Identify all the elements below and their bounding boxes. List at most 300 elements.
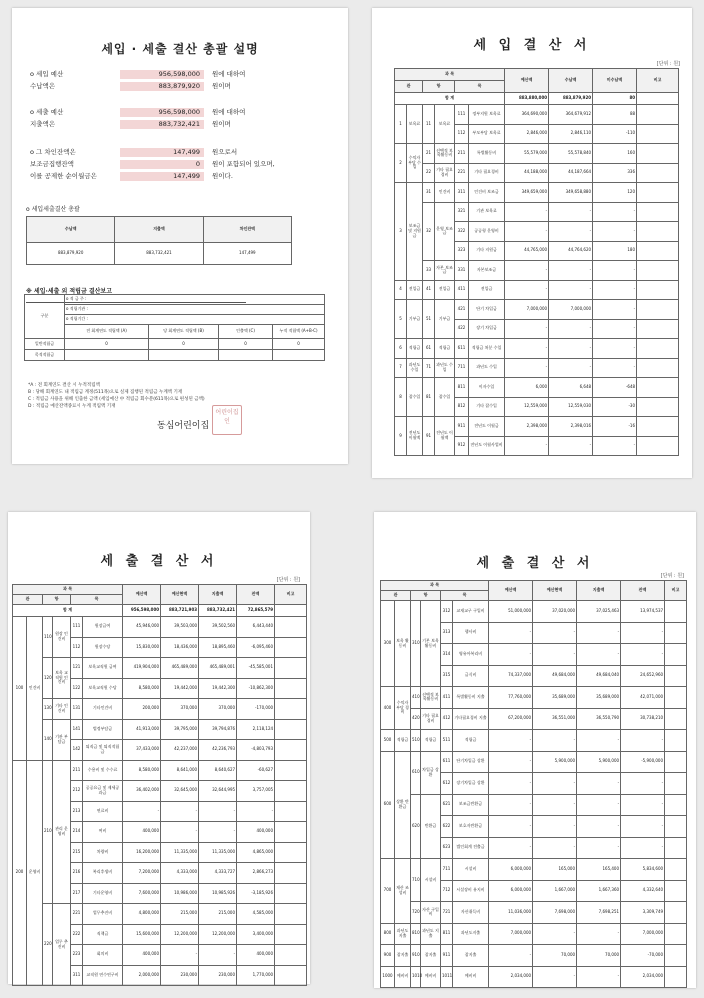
sub-code: 912 [455,436,469,456]
sub-code: 711 [455,358,469,378]
amount-cell: 41,913,000 [123,719,161,740]
amount-cell: 2,398,000 [505,417,549,437]
total-label: 합 계 [395,93,505,105]
sub-name: 급식비 [453,665,489,687]
amount-cell: 4,332,640 [621,880,665,902]
reserve-group-label: 구분 [25,295,65,339]
summary-header: 지출액 [115,217,203,243]
group-name: 적립금 [407,339,423,359]
amount-cell: 45,946,000 [123,617,161,638]
note-cell [275,637,307,658]
sub-code: 612 [441,773,453,795]
item-code: 33 [423,261,435,281]
table-row [13,904,307,925]
note-cell [665,687,687,709]
sub-code: 214 [71,822,83,843]
sub-code: 213 [71,801,83,822]
amount-cell: - [577,816,621,838]
amount-cell: - [489,751,533,773]
sub-name: 행사비 [453,622,489,644]
amount-cell: 30,738,210 [621,708,665,730]
header-cell: 관 [13,595,43,605]
sub-name: 과년도 수입 [469,358,505,378]
sub-code: 122 [71,678,83,699]
group-name: 과년도 수입 [407,358,423,378]
group-name: 보육 활동비 [395,601,411,687]
reserve-cell: 0 [273,339,325,350]
sub-code: 221 [71,904,83,925]
sub-name: 잡지출 [453,945,489,967]
group-code: 3 [395,183,407,281]
sub-code: 411 [455,280,469,300]
sub-code: 221 [455,163,469,183]
sub-code: 712 [441,880,453,902]
amount-cell: - [593,280,637,300]
note-cell [275,822,307,843]
note-cell [665,945,687,967]
amount-cell: - [199,945,237,966]
group-code: 7 [395,358,407,378]
group-code: 4 [395,280,407,300]
table-row [395,339,679,359]
total-cell: 883,880,000 [505,93,549,105]
amount-cell: 120 [593,183,637,203]
note-cell [637,280,679,300]
item-name: 잡지출 [421,945,441,967]
item-name: 전년도 이월액 [435,417,455,456]
sub-name: 단기 차입금 [469,300,505,320]
note-cell [275,904,307,925]
amount-cell: 336 [593,163,637,183]
reserve-header: 누적 적립액 (A+B-C) [273,325,325,339]
sub-code: 321 [455,202,469,222]
item-code: 1010 [411,966,421,988]
expense-table-1 [12,584,307,986]
amount-cell: 15,600,000 [123,924,161,945]
note-cell [637,397,679,417]
reserve-row-label: 일반적립금 [25,339,65,350]
group-name: 재산 조성비 [395,859,411,924]
note-cell [637,358,679,378]
amount-cell: 7,600,000 [123,883,161,904]
amount-cell: 7,200,000 [123,863,161,884]
item-code: 710 [411,859,421,902]
reserve-header: 전 회계연도 적립액 (A) [65,325,149,339]
sub-code: 313 [441,622,453,644]
group-code: 900 [381,945,395,967]
amount-cell: - [489,794,533,816]
item-name: 기타 필요경비 [421,708,441,730]
amount-cell: -3,185,926 [237,883,275,904]
amount-cell: - [533,837,577,859]
amount-cell: - [489,773,533,795]
note-cell [665,966,687,988]
amount-cell: 55,578,840 [549,144,593,164]
summary-value: 883,879,920 [27,243,115,265]
amount-cell: 70,000 [577,945,621,967]
table-row [395,183,679,203]
sub-name: 전입금 [469,280,505,300]
amount-cell: 74,337,000 [489,665,533,687]
amount-cell: - [577,773,621,795]
amount-cell: 88 [593,105,637,125]
amount-cell: 70,000 [533,945,577,967]
note-cell [275,781,307,802]
footnote: C : 적립금 사용을 위해 인출한 금액 (세입예산 中 적립금 회수분(611목)으로 편성된 금액) [28,397,205,402]
amount-cell: 4,333,727 [199,863,237,884]
item-name: 기부금 [435,300,455,339]
item-code: 210 [43,760,53,904]
sub-code: 111 [455,105,469,125]
group-code: 9 [395,417,407,456]
item-code: 21 [423,144,435,164]
item-name: 기본 보육 활동비 [421,601,441,687]
item-name: 과년도 수입 [435,358,455,378]
revenue-table [394,68,679,456]
header-cell: 목 [455,81,505,93]
amount-cell: 44,765,000 [505,241,549,261]
sub-name: 자본보조금 [469,261,505,281]
sub-code: 112 [455,124,469,144]
amount-cell: 8,640,627 [199,760,237,781]
sub-name: 정부지원 보육료 [469,105,505,125]
line-suffix: 원이다. [212,172,233,180]
item-code: 120 [43,658,53,699]
sub-name: 자산취득비 [453,902,489,924]
table-row [381,751,687,773]
sub-code: 141 [71,719,83,740]
amount-cell: 419,904,000 [123,658,161,679]
sub-name: 시설비 [453,859,489,881]
table-row [395,202,679,222]
note-cell [637,319,679,339]
sub-code: 411 [441,687,453,709]
total-cell: 883,879,920 [549,93,593,105]
amount-cell: - [577,837,621,859]
amount-cell: 49,684,000 [533,665,577,687]
header-cell: 지출액 [199,585,237,605]
amount-cell: 35,689,000 [533,687,577,709]
amount-cell: 2,866,273 [237,863,275,884]
group-name: 운영비 [27,760,43,986]
sub-code: 911 [441,945,453,967]
amount-cell: 4,333,000 [161,863,199,884]
group-code: 5 [395,300,407,339]
item-code: 410 [411,687,421,709]
sub-name: 특별활동비 지출 [453,687,489,709]
amount-cell: - [621,773,665,795]
item-code: 31 [423,183,435,203]
amount-cell: - [489,816,533,838]
sub-name: 기타운영비 [83,883,123,904]
table-row [395,261,679,281]
note-cell [275,883,307,904]
sub-name: 기타인건비 [83,699,123,720]
table-row [13,658,307,679]
amount-cell: 35,689,000 [577,687,621,709]
amount-cell: -70,000 [621,945,665,967]
sub-code: 217 [71,883,83,904]
sub-name: 단기차입금 상환 [453,751,489,773]
item-code: 41 [423,280,435,300]
item-name: 차입금 상환 [421,751,441,794]
item-code: 110 [43,617,53,658]
line-label: o 세출 예산 [30,108,64,116]
amount-cell: 7,698,000 [533,902,577,924]
sub-code: 812 [455,397,469,417]
header-cell: 과 목 [395,69,505,81]
total-cell: 80 [593,93,637,105]
note-cell [665,816,687,838]
note-cell [637,105,679,125]
header-cell: 관 [395,81,423,93]
note-cell [665,622,687,644]
note-cell [275,658,307,679]
amount-cell: 11,335,000 [199,842,237,863]
item-name: 적립금 [435,339,455,359]
sub-name: 원장급여 [83,617,123,638]
table-row [381,902,687,924]
amount-cell: - [577,966,621,988]
header-cell: 예산액 [123,585,161,605]
header-cell: 예산현액 [533,581,577,601]
amount-cell: 230,000 [161,965,199,986]
reserve-cell [273,350,325,361]
sub-name: 기관 보육료 [469,202,505,222]
amount-cell: 37,025,463 [577,601,621,623]
summary-line [30,148,237,157]
group-name: 예비비 [395,966,411,988]
header-cell: 비고 [637,69,679,93]
amount-cell: 51,000,000 [489,601,533,623]
group-code: 6 [395,339,407,359]
note-cell [275,719,307,740]
item-code: 910 [411,945,421,967]
sub-name: 적립금 [453,730,489,752]
note-cell [637,241,679,261]
group-name: 기부금 [407,300,423,339]
header-cell: 예산액 [505,69,549,93]
amount-cell: -30 [593,397,637,417]
summary-value: 883,732,421 [115,243,203,265]
item-name: 잡수입 [435,378,455,417]
reserve-title: ※ 세입·세출 외 적립금 결산보고 [26,288,113,295]
note-cell [637,378,679,398]
sub-code: 121 [71,658,83,679]
note-cell [637,144,679,164]
line-suffix: 원이며 [212,120,231,128]
group-name: 전년도 이월액 [407,417,423,456]
sub-name: 부모부담 보육료 [469,124,505,144]
group-code: 500 [381,730,395,752]
line-label: 지출액은 [30,120,56,128]
group-code: 8 [395,378,407,417]
sub-code: 611 [441,751,453,773]
note-cell [275,924,307,945]
header-cell: 지출액 [577,581,621,601]
amount-cell: - [577,622,621,644]
item-name: 시설비 [421,859,441,902]
item-name: 원장 인건비 [53,617,71,658]
expense-page-1 [8,512,310,984]
amount-cell: 2,034,000 [489,966,533,988]
amount-cell: - [549,436,593,456]
group-code: 2 [395,144,407,183]
reserve-header: 당 회계연도 적립액 (B) [149,325,219,339]
reserve-info: o 적립기관 : [65,305,325,315]
amount-cell: - [621,644,665,666]
item-name: 운영 보조금 [435,202,455,261]
amount-cell: 3,757,005 [237,781,275,802]
amount-cell: - [161,822,199,843]
amount-cell: 200,000 [123,699,161,720]
summary-line [30,70,245,79]
group-name: 전입금 [407,280,423,300]
item-code: 610 [411,751,421,794]
amount-cell: - [621,622,665,644]
group-name: 잡수입 [407,378,423,417]
amount-cell: - [505,436,549,456]
header-cell: 미수납액 [593,69,637,93]
amount-cell: 6,000 [505,378,549,398]
amount-cell: - [621,837,665,859]
note-cell [665,923,687,945]
header-cell: 수납액 [549,69,593,93]
sub-name: 과년도지출 [453,923,489,945]
total-cell [637,93,679,105]
sub-name: 교재교구 구입비 [453,601,489,623]
amount-cell: 42,236,793 [199,740,237,761]
sub-name: 차량비 [83,842,123,863]
item-name: 보육료 [435,105,455,144]
line-suffix: 원으로서 [212,148,238,156]
header-cell: 잔액 [237,585,275,605]
sub-code: 511 [441,730,453,752]
amount-cell: - [621,816,665,838]
header-cell: 과 목 [13,585,123,595]
amount-cell: 77,760,000 [489,687,533,709]
sub-name: 영유아복리비 [453,644,489,666]
line-label: 이를 공제한 순이월금은 [30,172,97,180]
sub-name: 기타필요경비 지출 [453,708,489,730]
amount-cell: 7,698,251 [577,902,621,924]
amount-cell: 36,402,000 [123,781,161,802]
amount-cell: - [505,261,549,281]
reserve-cell: 0 [219,339,273,350]
total-label: 합 계 [13,605,123,617]
line-suffix: 원에 대하여 [212,108,246,116]
amount-cell: 36,551,000 [533,708,577,730]
amount-cell: - [533,773,577,795]
amount-cell: 2,000,000 [123,965,161,986]
amount-cell: 4,865,000 [237,842,275,863]
group-name: 보육료 [407,105,423,144]
sub-name: 직책급 [83,924,123,945]
item-code: 810 [411,923,421,945]
table-row [381,794,687,816]
amount-cell: 37,433,000 [123,740,161,761]
total-cell [275,605,307,617]
item-code: 140 [43,719,53,760]
amount-cell: 67,200,000 [489,708,533,730]
sub-code: 111 [71,617,83,638]
amount-cell: -60,627 [237,760,275,781]
note-cell [665,902,687,924]
amount-cell: - [593,358,637,378]
total-cell: 72,865,579 [237,605,275,617]
line-label: o 세입 예산 [30,70,64,78]
sub-name: 기타 지원금 [469,241,505,261]
sub-code: 142 [71,740,83,761]
amount-cell: 215,000 [161,904,199,925]
amount-cell: 44,187,664 [549,163,593,183]
header-cell: 관 [381,591,411,601]
header-cell: 잔액 [621,581,665,601]
note-cell [275,760,307,781]
amount-cell: 55,579,000 [505,144,549,164]
amount-cell: 2,034,000 [621,966,665,988]
group-name: 인건비 [27,617,43,761]
amount-cell: - [577,644,621,666]
sub-code: 721 [441,902,453,924]
amount-cell: - [533,966,577,988]
amount-cell: - [577,923,621,945]
item-code: 720 [411,902,421,924]
table-row [13,760,307,781]
amount-cell: 2,846,000 [505,124,549,144]
line-label: 보조금집행잔액 [30,160,74,168]
reserve-cell [65,350,149,361]
header-cell: 과 목 [381,581,489,591]
amount-cell: - [533,794,577,816]
amount-cell: 3,400,000 [237,924,275,945]
group-code: 700 [381,859,395,924]
note-cell [637,222,679,242]
sub-name: 업무추진비 [83,904,123,925]
amount-cell: - [593,339,637,359]
note-cell [275,801,307,822]
amount-cell: - [549,319,593,339]
amount-cell: - [505,339,549,359]
amount-cell: 180 [593,241,637,261]
item-name: 관리 운영비 [53,760,71,904]
amount-cell: 8,641,000 [161,760,199,781]
note-cell [275,740,307,761]
footnotes [28,382,205,410]
amount-cell: - [533,730,577,752]
sub-code: 131 [71,699,83,720]
amount-cell: 39,795,000 [161,719,199,740]
amount-cell: 364,690,000 [505,105,549,125]
sub-code: 421 [455,300,469,320]
line-suffix: 원이 포함되어 있으며, [212,160,275,168]
amount-cell: - [549,339,593,359]
item-code: 91 [423,417,435,456]
amount-cell: 24,652,960 [621,665,665,687]
item-code: 130 [43,699,53,720]
expense-page-2 [374,512,696,988]
header-cell: 항 [43,595,71,605]
amount-cell: 2,118,124 [237,719,275,740]
group-name: 과년도 지출 [395,923,411,945]
sub-code: 323 [455,241,469,261]
amount-cell: - [621,794,665,816]
amount-cell: - [489,837,533,859]
amount-cell: - [549,280,593,300]
summary-line [30,160,275,169]
line-suffix: 원이며 [212,82,231,90]
line-suffix: 원에 대하여 [212,70,246,78]
